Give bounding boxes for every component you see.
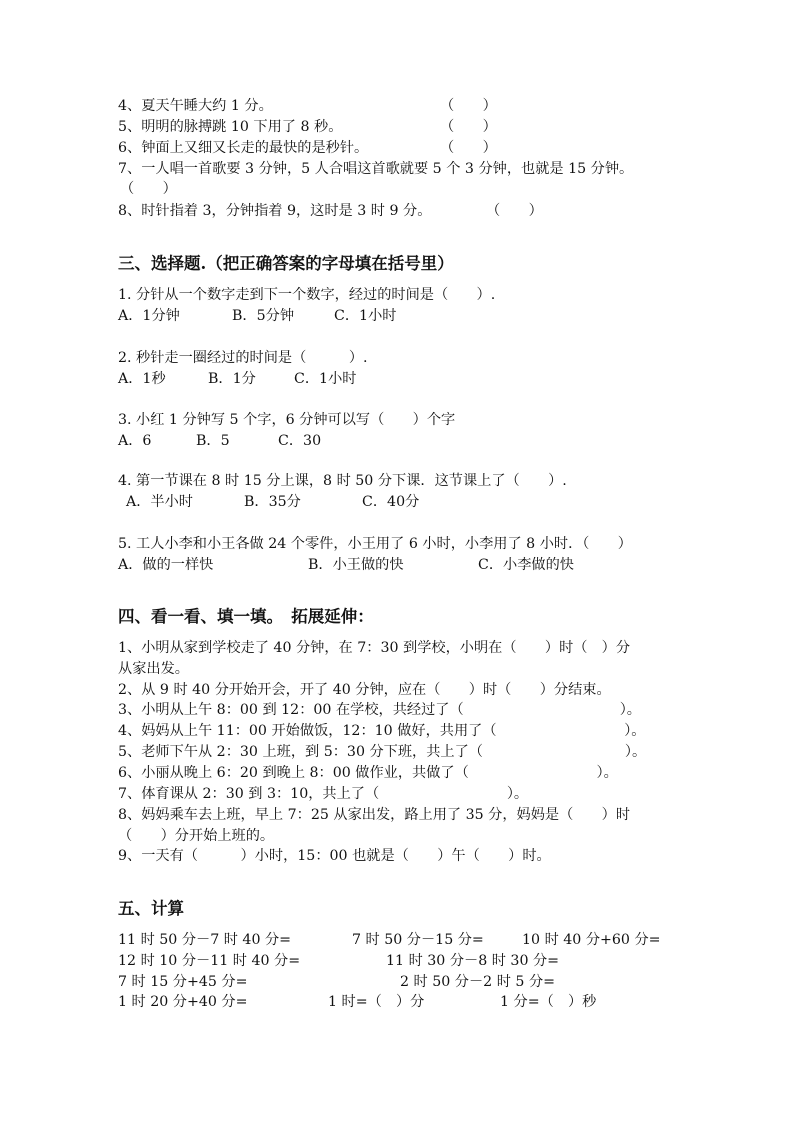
choice-option-a[interactable]: A．做的一样快	[118, 557, 214, 573]
choice-question-1: 1. 分针从一个数字走到下一个数字，经过的时间是（ ）.	[118, 287, 496, 303]
fill-line: 1、小明从家到学校走了 40 分钟，在 7：30 到学校，小明在（ ）时（ ）分	[118, 640, 631, 656]
choice-option-b[interactable]: B．小王做的快	[308, 557, 404, 573]
section-title-calculation: 五、计算	[118, 899, 184, 918]
choice-option-b[interactable]: B．35分	[244, 494, 301, 510]
section-title-fill-in: 四、看一看、填一填。 拓展延伸：	[118, 607, 374, 626]
choice-option-c[interactable]: C．40分	[362, 494, 420, 510]
choice-option-c[interactable]: C．1小时	[294, 371, 357, 387]
choice-option-a[interactable]: A．6	[118, 433, 152, 449]
choice-option-c[interactable]: C．小李做的快	[478, 557, 574, 573]
choice-option-a[interactable]: A．1分钟	[118, 308, 180, 324]
calc-item: 10 时 40 分+60 分=	[522, 932, 661, 948]
calc-item: 12 时 10 分－11 时 40 分=	[118, 953, 301, 969]
choice-option-b[interactable]: B．5分钟	[232, 308, 295, 324]
choice-option-c[interactable]: C．30	[278, 433, 322, 449]
calc-item: 7 时 15 分+45 分=	[118, 974, 248, 990]
choice-question-4: 4. 第一节课在 8 时 15 分上课，8 时 50 分下课．这节课上了（ ）.	[118, 473, 567, 489]
fill-line: （ ）分开始上班的。	[118, 828, 275, 844]
tf-item-6: 6、钟面上又细又长走的最快的是秒针。	[118, 140, 369, 156]
fill-line: 从家出发。	[118, 661, 189, 677]
choice-question-5: 5. 工人小李和小王各做 24 个零件，小王用了 6 小时，小李用了 8 小时．（ ）	[118, 536, 632, 552]
tf-answer-paren[interactable]: （ ）	[486, 203, 543, 219]
calc-item: 1 时 20 分+40 分=	[118, 994, 248, 1010]
section-title-choice: 三、选择题.（把正确答案的字母填在括号里）	[118, 254, 454, 273]
tf-item-8: 8、时针指着 3，分钟指着 9，这时是 3 时 9 分。	[118, 203, 432, 219]
tf-answer-paren[interactable]: （ ）	[440, 119, 497, 135]
choice-option-a[interactable]: A．1秒	[118, 371, 166, 387]
calc-item: 1 时=（ ）分	[328, 994, 425, 1010]
choice-question-2: 2. 秒针走一圈经过的时间是（ ）.	[118, 350, 368, 366]
fill-line: 2、从 9 时 40 分开始开会，开了 40 分钟，应在（ ）时（ ）分结束。	[118, 682, 611, 698]
fill-line: 9、一天有（ ）小时，15：00 也就是（ ）午（ ）时。	[118, 848, 551, 864]
calc-item: 2 时 50 分－2 时 5 分=	[400, 974, 556, 990]
tf-answer-paren[interactable]: （ ）	[440, 98, 497, 114]
fill-line: 5、老师下午从 2：30 上班，到 5：30 分下班，共上了（ ）。	[118, 744, 647, 760]
fill-line: 4、妈妈从上午 11：00 开始做饭，12：10 做好，共用了（ ）。	[118, 723, 646, 739]
tf-item-5: 5、明明的脉搏跳 10 下用了 8 秒。	[118, 119, 343, 135]
choice-option-a[interactable]: A．半小时	[126, 494, 193, 510]
fill-line: 8、妈妈乘车去上班，早上 7：25 从家出发，路上用了 35 分，妈妈是（ ）时	[118, 807, 631, 823]
fill-line: 3、小明从上午 8：00 到 12：00 在学校，共经过了（ ）。	[118, 702, 641, 718]
tf-answer-paren[interactable]: （ ）	[440, 140, 497, 156]
calc-item: 7 时 50 分－15 分=	[352, 932, 484, 948]
fill-line: 6、小丽从晚上 6：20 到晚上 8：00 做作业，共做了（ ）。	[118, 765, 618, 781]
tf-item-4: 4、夏天午睡大约 1 分。	[118, 98, 273, 114]
calc-item: 1 分=（ ）秒	[500, 994, 597, 1010]
calc-item: 11 时 50 分－7 时 40 分=	[118, 932, 292, 948]
tf-item-7: 7、一人唱一首歌要 3 分钟，5 人合唱这首歌就要 5 个 3 分钟，也就是 15 分钟。	[118, 161, 634, 177]
choice-option-b[interactable]: B．1分	[208, 371, 256, 387]
choice-question-3: 3. 小红 1 分钟写 5 个字，6 分钟可以写（ ）个字	[118, 412, 456, 428]
choice-option-b[interactable]: B．5	[196, 433, 230, 449]
choice-option-c[interactable]: C．1小时	[334, 308, 397, 324]
tf-answer-paren[interactable]: （ ）	[120, 181, 177, 197]
calc-item: 11 时 30 分－8 时 30 分=	[386, 953, 560, 969]
fill-line: 7、体育课从 2：30 到 3：10，共上了（ ）。	[118, 786, 529, 802]
